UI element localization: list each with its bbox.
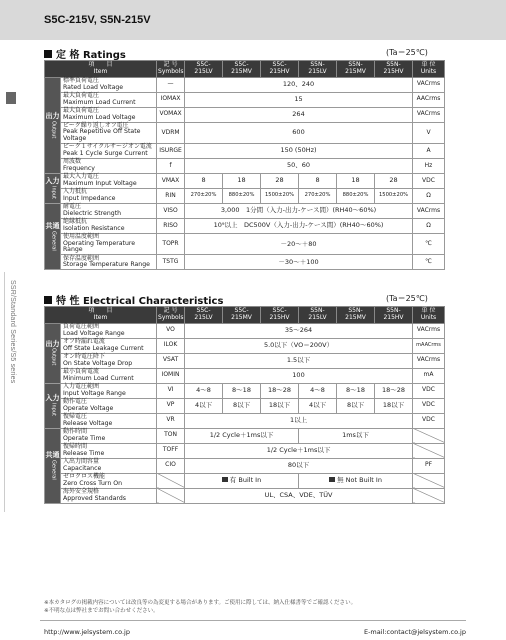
ratings-temp-note: (Ta＝25℃) xyxy=(386,48,428,57)
table-row: ゼロクロス機能 Zero Cross Turn On 有 Built In 無 Not Built In xyxy=(45,473,445,488)
empty-symbol-cell xyxy=(157,473,185,488)
footer-divider xyxy=(40,620,466,621)
col-symbols: 記 号 Symbols xyxy=(157,61,185,78)
table-row: 海外安全規格 Approved Standards UL、CSA、VDE、TÜV xyxy=(45,488,445,503)
table-row: 復帰電圧 Release Voltage VR 1以上 VDC xyxy=(45,413,445,428)
col-model: S5N- 215HV xyxy=(375,61,413,78)
empty-unit-cell xyxy=(413,428,445,443)
table-row: 絶縁抵抗 Isolation Resistance RISO 10⁹以上 DC500V（入力-出力-ケース間）(RH40～60%) Ω xyxy=(45,219,445,234)
table-row: 出力 Output 負荷電圧範囲 Load Voltage Range VO 35～264 VACrms xyxy=(45,323,445,338)
group-input: 入力 Input xyxy=(45,174,61,204)
col-model: S5C- 215HV xyxy=(261,61,299,78)
table-row: ピーク繰り返しオフ電圧 Peak Repetitive Off State Voltage VDRM 600 V xyxy=(45,122,445,143)
square-bullet-icon xyxy=(222,477,228,482)
table-row: 入力抵抗 Input Impedance RIN 270±20% 880±20% 1500±20% 270±20% 880±20% 1500±20% Ω xyxy=(45,189,445,204)
footer-url[interactable]: http://www.jelsystem.co.jp xyxy=(44,628,130,636)
square-bullet-icon xyxy=(44,50,52,58)
table-row: 最大負荷電圧 Maximum Load Current IOMAX 15 AACrms xyxy=(45,92,445,107)
table-row: オフ時漏れ電流 Off State Leakage Current ILOK 5.0以下（VO＝200V） mAACrms xyxy=(45,338,445,353)
ratings-header-row xyxy=(45,61,445,78)
page-title: S5C-215V, S5N-215V xyxy=(44,14,151,26)
table-row: 入力 Input 最大入力電圧 Maximum Input Voltage VMAX 8 18 28 8 18 28 VDC xyxy=(45,174,445,189)
table-row: 入力 Input 入力電圧範囲 Input Voltage Range VI 4～8 8～18 18～28 4～8 8～18 18～28 VDC xyxy=(45,383,445,398)
col-model: S5N- 215MV xyxy=(337,61,375,78)
ratings-table xyxy=(44,60,445,270)
table-row: 共通 General 動作時間 Operate Time TON 1/2 Cycle＋1ms以下 1ms以下 xyxy=(45,428,445,443)
side-tab-marker xyxy=(6,92,16,104)
group-output: 出力 Output xyxy=(45,77,61,173)
table-row: 最大負荷電圧 Maximum Load Voltage VOMAX 264 VACrms xyxy=(45,107,445,122)
table-row: 共通 General 耐電圧 Dielectric Strength VISO 3,000 1分間（入力-出力-ケース間）(RH40～60%) VACrms xyxy=(45,204,445,219)
empty-unit-cell xyxy=(413,473,445,488)
table-row: 入出力間容量 Capacitance CIO 80以下 PF xyxy=(45,458,445,473)
table-row: 動作電圧 Operate Voltage VP 4以下 8以下 18以下 4以下 8以下 18以下 VDC xyxy=(45,398,445,413)
group-input: 入力 Input xyxy=(45,383,61,428)
empty-unit-cell xyxy=(413,488,445,503)
col-model: S5N- 215LV xyxy=(299,61,337,78)
table-row: オン時電圧降下 On State Voltage Drop VSAT 1.5以下 VACrms xyxy=(45,353,445,368)
table-row: ピーク１サイクルサージオン電流 Peak 1 Cycle Surge Current ISURGE 150 (50Hz) A xyxy=(45,144,445,159)
col-model: S5C- 215MV xyxy=(223,61,261,78)
group-output: 出力 Output xyxy=(45,323,61,383)
electrical-heading: 特 性 Electrical Characteristics xyxy=(44,292,223,307)
col-model: S5C- 215LV xyxy=(185,61,223,78)
ratings-heading: 定 格 Ratings xyxy=(44,46,126,61)
footnote: ※本カタログの掲載内容については改良等の為変更する場合があります。ご使用に際しては、納入仕様書等でご確認ください。 xyxy=(44,600,357,606)
group-general: 共通 General xyxy=(45,428,61,503)
footer-email[interactable]: E-mail:contact@jelsystem.co.jp xyxy=(363,628,466,636)
table-row: 出力 Output 標準負荷電圧 Rated Load Voltage — 120、240 VACrms xyxy=(45,77,445,92)
table-row: 周波数 Frequency f 50、60 Hz xyxy=(45,159,445,174)
col-units: 単 位 Units xyxy=(413,61,445,78)
square-bullet-icon xyxy=(329,477,335,482)
col-item: 項 目 Item xyxy=(45,61,157,78)
group-general: 共通 General xyxy=(45,204,61,270)
electrical-temp-note: (Ta＝25℃) xyxy=(386,294,428,303)
header-band xyxy=(0,0,506,40)
table-row: 最小負荷電流 Minimum Load Current IOMIN 100 mA xyxy=(45,368,445,383)
table-row: 使用温度範囲 Operating Temperature Range TOPR －20～＋80 ℃ xyxy=(45,234,445,255)
table-row: 復帰時間 Release Time TOFF 1/2 Cycle＋1ms以下 xyxy=(45,443,445,458)
electrical-table xyxy=(44,306,445,504)
side-series-label: SSR/Standard Series/S5 series xyxy=(9,280,16,384)
electrical-header-row: 項 目 Item 記 号 Symbols S5C- 215LV S5C- 215MV S5C- 215HV S5N- 215LV S5N- 215MV S5N- 215HV 単 位 Units xyxy=(45,307,445,324)
empty-unit-cell xyxy=(413,443,445,458)
empty-symbol-cell xyxy=(157,488,185,503)
footnotes xyxy=(44,600,356,615)
table-row: 保存温度範囲 Storage Temperature Range TSTG －30～＋100 ℃ xyxy=(45,255,445,270)
footnote: ※不明な点は弊社までお問い合わせください。 xyxy=(44,607,159,614)
square-bullet-icon xyxy=(44,296,52,304)
